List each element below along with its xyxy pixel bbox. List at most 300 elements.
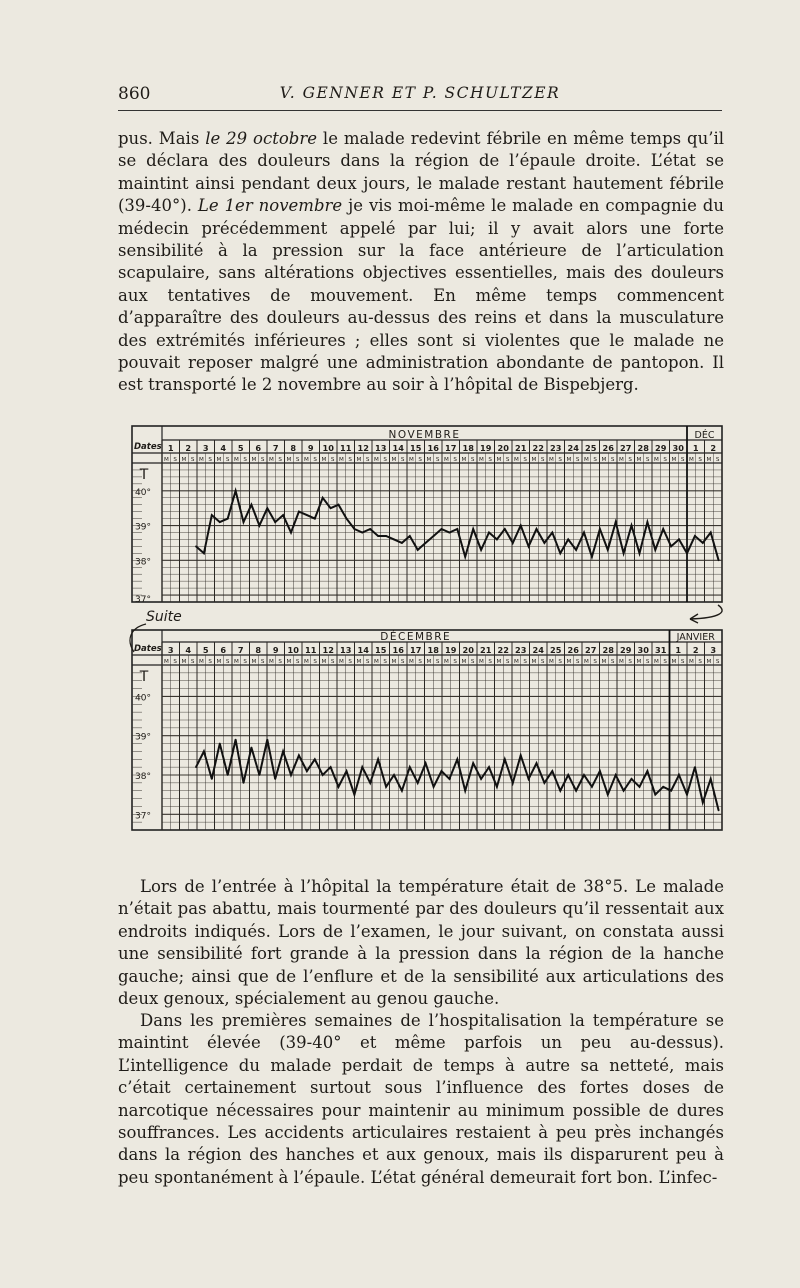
day-label: 14 bbox=[357, 645, 369, 655]
day-label: 7 bbox=[272, 443, 279, 453]
ms-label: M bbox=[303, 457, 309, 463]
day-label: 24 bbox=[567, 443, 579, 453]
temperature-point bbox=[686, 552, 688, 554]
ms-label: M bbox=[496, 659, 502, 665]
ms-label: S bbox=[330, 659, 335, 665]
temperature-point bbox=[718, 809, 720, 811]
day-label: 1 bbox=[692, 443, 699, 453]
ms-label: S bbox=[680, 659, 685, 665]
day-label: 17 bbox=[410, 645, 422, 655]
temperature-point bbox=[346, 518, 348, 520]
ms-label: S bbox=[190, 659, 195, 665]
day-label: 6 bbox=[220, 645, 227, 655]
day-label: 8 bbox=[255, 645, 262, 655]
temperature-point bbox=[441, 770, 443, 772]
temperature-point bbox=[544, 542, 546, 544]
ms-label: S bbox=[330, 457, 335, 463]
temperature-point bbox=[480, 778, 482, 780]
ms-label: S bbox=[348, 659, 352, 665]
temperature-point bbox=[646, 770, 648, 772]
temperature-point bbox=[290, 774, 292, 776]
temperature-point bbox=[219, 521, 221, 523]
ms-label: S bbox=[698, 659, 702, 665]
ms-label: M bbox=[478, 659, 484, 665]
temperature-point bbox=[710, 778, 712, 780]
temperature-point bbox=[401, 790, 403, 792]
ms-label: M bbox=[268, 659, 274, 665]
temperature-point bbox=[385, 786, 387, 788]
ms-label: S bbox=[628, 457, 632, 463]
ms-label: M bbox=[321, 659, 327, 665]
day-label: 5 bbox=[237, 443, 244, 453]
day-label: 3 bbox=[710, 645, 717, 655]
temperature-point bbox=[425, 762, 427, 764]
temperature-point bbox=[591, 786, 593, 788]
ms-label: M bbox=[688, 457, 694, 463]
ms-label: M bbox=[216, 659, 222, 665]
page-number: 860 bbox=[118, 84, 151, 104]
ms-label: S bbox=[523, 659, 527, 665]
day-label: 30 bbox=[637, 645, 649, 655]
day-label: 3 bbox=[202, 443, 209, 453]
month-label: DÉCEMBRE bbox=[380, 631, 452, 643]
ms-label: M bbox=[356, 457, 362, 463]
y-tick-label: 39° bbox=[135, 522, 151, 533]
ms-label: M bbox=[566, 659, 572, 665]
temperature-point bbox=[646, 521, 648, 523]
temperature-point bbox=[464, 790, 466, 792]
temperature-point bbox=[575, 790, 577, 792]
temperature-point bbox=[472, 762, 474, 764]
ms-label: S bbox=[295, 457, 300, 463]
ms-label: M bbox=[443, 659, 449, 665]
ms-label: M bbox=[653, 659, 659, 665]
ms-label: M bbox=[548, 457, 554, 463]
month-label: DÉC bbox=[694, 430, 715, 441]
ms-label: M bbox=[548, 659, 554, 665]
ms-label: M bbox=[618, 659, 624, 665]
day-label: 13 bbox=[340, 645, 352, 655]
temperature-point bbox=[243, 521, 245, 523]
ms-label: S bbox=[435, 457, 440, 463]
temperature-point bbox=[702, 802, 704, 804]
day-label: 5 bbox=[202, 645, 209, 655]
ms-label: S bbox=[453, 659, 457, 665]
temperature-point bbox=[235, 739, 237, 741]
ms-label: M bbox=[478, 457, 484, 463]
ms-label: M bbox=[163, 659, 169, 665]
temperature-point bbox=[694, 766, 696, 768]
temperature-point bbox=[488, 532, 490, 534]
day-label: 2 bbox=[185, 443, 192, 453]
temperature-point bbox=[211, 514, 213, 516]
day-label: 11 bbox=[305, 645, 317, 655]
ms-label: M bbox=[303, 659, 309, 665]
month-label: NOVEMBRE bbox=[388, 429, 461, 441]
day-label: 23 bbox=[550, 443, 562, 453]
ms-label: S bbox=[400, 659, 405, 665]
temperature-point bbox=[203, 552, 205, 554]
day-label: 28 bbox=[602, 645, 614, 655]
temperature-point bbox=[528, 778, 530, 780]
temperature-point bbox=[456, 758, 458, 760]
temperature-point bbox=[449, 778, 451, 780]
day-label: 30 bbox=[672, 443, 684, 453]
temperature-point bbox=[575, 549, 577, 551]
ms-label: S bbox=[593, 457, 597, 463]
day-label: 22 bbox=[532, 443, 544, 453]
ms-label: M bbox=[163, 457, 169, 463]
temperature-point bbox=[480, 549, 482, 551]
temperature-point bbox=[583, 532, 585, 534]
day-label: 12 bbox=[357, 443, 369, 453]
day-label: 1 bbox=[675, 645, 682, 655]
temperature-point bbox=[251, 747, 253, 749]
temperature-point bbox=[274, 778, 276, 780]
temperature-point bbox=[702, 542, 704, 544]
ms-label: M bbox=[321, 457, 327, 463]
t-label: T bbox=[139, 669, 149, 685]
day-label: 29 bbox=[620, 645, 632, 655]
day-label: 4 bbox=[220, 443, 227, 453]
ms-label: M bbox=[251, 659, 257, 665]
ms-label: S bbox=[558, 659, 562, 665]
ms-label: S bbox=[295, 659, 300, 665]
day-label: 10 bbox=[322, 443, 334, 453]
ms-label: M bbox=[198, 457, 204, 463]
temperature-point bbox=[353, 794, 355, 796]
ms-label: M bbox=[513, 659, 519, 665]
ms-label: S bbox=[715, 457, 720, 463]
day-label: 21 bbox=[480, 645, 492, 655]
ms-label: S bbox=[313, 457, 317, 463]
ms-label: S bbox=[575, 659, 580, 665]
temperature-point bbox=[623, 552, 625, 554]
temperature-point bbox=[583, 774, 585, 776]
day-label: 20 bbox=[462, 645, 474, 655]
ms-label: M bbox=[373, 457, 379, 463]
ms-label: M bbox=[408, 659, 414, 665]
temperature-point bbox=[417, 549, 419, 551]
day-label: 16 bbox=[392, 645, 404, 655]
temperature-point bbox=[306, 770, 308, 772]
ms-label: M bbox=[356, 659, 362, 665]
ms-label: M bbox=[251, 457, 257, 463]
ms-label: M bbox=[496, 457, 502, 463]
day-label: 26 bbox=[567, 645, 579, 655]
day-label: 24 bbox=[532, 645, 544, 655]
paragraph-3: Dans les premières semaines de l’hospitalisation la température se maintint élevée (39-40° et même parfois un peu au-dessus). L’intelligence du malade perdait de temps à autre sa netteté, mais c’était certainement surtout sous l’influence des fortes doses de narcotique nécessaires pour maintenir au minimum possible de dures souffrances. Les accidents articulaires restaient à peu près inchangés dans la région des hanches et aux genoux, mais ils disparurent peu à peu spontanément à l’épaule. L’état général demeurait fort bon. L’infec- bbox=[118, 1011, 724, 1187]
day-label: 27 bbox=[585, 645, 597, 655]
temperature-point bbox=[393, 539, 395, 541]
p1-text-3: je vis moi-même le malade en compagnie du médecin précédemment appelé par lui; il y avait alors une forte sensibilité à la pression sur la face antérieure de l’articulation scapulaire, sans altérations objectives essentielles, mais des douleurs aux tentatives de mouvement. En même temps commencent d’apparaître des douleurs au-dessus des reins et dans la musculature des extrémités inférieures ; elles sont si violentes que le malade ne pouvait reposer malgré une administration abondante de pantopon. Il est transporté le 2 novembre au soir à l’hôpital de Bispebjerg. bbox=[118, 196, 724, 395]
ms-label: M bbox=[601, 659, 607, 665]
ms-label: S bbox=[208, 659, 212, 665]
day-label: 23 bbox=[515, 645, 527, 655]
ms-label: S bbox=[488, 659, 492, 665]
temperature-point bbox=[417, 782, 419, 784]
temperature-point bbox=[346, 770, 348, 772]
ms-label: M bbox=[181, 457, 187, 463]
temperature-point bbox=[377, 535, 379, 537]
temperature-point bbox=[520, 525, 522, 527]
ms-label: S bbox=[575, 457, 580, 463]
temperature-point bbox=[306, 514, 308, 516]
temperature-point bbox=[322, 497, 324, 499]
temperature-point bbox=[338, 504, 340, 506]
y-tick-label: 37° bbox=[135, 811, 151, 822]
ms-label: S bbox=[628, 659, 632, 665]
ms-label: S bbox=[225, 457, 230, 463]
temperature-point bbox=[235, 490, 237, 492]
temperature-point bbox=[449, 532, 451, 534]
ms-label: M bbox=[601, 457, 607, 463]
temperature-point bbox=[456, 528, 458, 530]
day-label: 2 bbox=[692, 645, 699, 655]
temperature-point bbox=[678, 774, 680, 776]
temperature-point bbox=[551, 532, 553, 534]
ms-label: S bbox=[715, 659, 720, 665]
ms-label: S bbox=[278, 659, 282, 665]
p1-text-1: pus. Mais bbox=[118, 129, 206, 148]
temperature-point bbox=[338, 786, 340, 788]
dates-label: Dates bbox=[134, 644, 162, 654]
y-tick-label: 40° bbox=[135, 487, 151, 498]
ms-label: M bbox=[408, 457, 414, 463]
temperature-point bbox=[686, 794, 688, 796]
day-label: 25 bbox=[550, 645, 562, 655]
day-label: 2 bbox=[710, 443, 717, 453]
temperature-point bbox=[496, 539, 498, 541]
temperature-point bbox=[520, 754, 522, 756]
temperature-point bbox=[393, 774, 395, 776]
ms-label: S bbox=[505, 457, 510, 463]
ms-label: M bbox=[688, 659, 694, 665]
temperature-point bbox=[488, 766, 490, 768]
ms-label: S bbox=[610, 659, 615, 665]
ms-label: S bbox=[243, 457, 247, 463]
suite-connector bbox=[130, 605, 722, 652]
temperature-point bbox=[433, 786, 435, 788]
p1-date-29-octobre: le 29 octobre bbox=[205, 129, 318, 148]
temperature-point bbox=[385, 535, 387, 537]
day-label: 8 bbox=[290, 443, 297, 453]
day-label: 26 bbox=[602, 443, 614, 453]
ms-label: S bbox=[663, 659, 667, 665]
ms-label: M bbox=[636, 457, 642, 463]
day-label: 4 bbox=[185, 645, 192, 655]
ms-label: M bbox=[391, 659, 397, 665]
temperature-point bbox=[409, 766, 411, 768]
day-label: 6 bbox=[255, 443, 262, 453]
ms-label: M bbox=[338, 659, 344, 665]
temperature-point bbox=[258, 774, 260, 776]
temperature-point bbox=[361, 766, 363, 768]
temperature-point bbox=[330, 766, 332, 768]
temperature-point bbox=[504, 758, 506, 760]
ms-label: S bbox=[435, 659, 440, 665]
ms-label: S bbox=[348, 457, 352, 463]
temperature-point bbox=[195, 766, 197, 768]
day-label: 10 bbox=[287, 645, 299, 655]
temperature-point bbox=[330, 507, 332, 509]
day-label: 20 bbox=[497, 443, 509, 453]
ms-label: S bbox=[540, 457, 545, 463]
temperature-point bbox=[266, 507, 268, 509]
ms-label: S bbox=[225, 659, 230, 665]
ms-label: S bbox=[260, 659, 265, 665]
ms-label: M bbox=[338, 457, 344, 463]
day-label: 18 bbox=[427, 645, 439, 655]
temperature-point bbox=[567, 774, 569, 776]
y-tick-label: 38° bbox=[135, 557, 151, 568]
ms-label: M bbox=[671, 457, 677, 463]
ms-label: M bbox=[583, 457, 589, 463]
ms-label: S bbox=[383, 457, 387, 463]
ms-label: M bbox=[566, 457, 572, 463]
ms-label: S bbox=[523, 457, 527, 463]
month-label: JANVIER bbox=[676, 632, 715, 643]
temperature-point bbox=[464, 556, 466, 558]
temperature-point bbox=[607, 549, 609, 551]
temperature-point bbox=[314, 758, 316, 760]
ms-label: S bbox=[698, 457, 702, 463]
day-label: 1 bbox=[167, 443, 174, 453]
day-label: 17 bbox=[445, 443, 457, 453]
temperature-point bbox=[314, 518, 316, 520]
y-tick-label: 39° bbox=[135, 732, 151, 743]
ms-label: S bbox=[365, 457, 370, 463]
ms-label: M bbox=[426, 457, 432, 463]
ms-label: M bbox=[706, 457, 712, 463]
temperature-point bbox=[615, 521, 617, 523]
day-label: 22 bbox=[497, 645, 509, 655]
temperature-point bbox=[409, 535, 411, 537]
temperature-point bbox=[361, 532, 363, 534]
ms-label: M bbox=[373, 659, 379, 665]
continuation-arrow bbox=[690, 605, 722, 619]
temperature-point bbox=[654, 794, 656, 796]
temperature-point bbox=[369, 782, 371, 784]
p1-date-1er-novembre: Le 1er novembre bbox=[197, 196, 343, 216]
ms-label: S bbox=[663, 457, 667, 463]
temperature-point bbox=[536, 528, 538, 530]
ms-label: M bbox=[671, 659, 677, 665]
ms-label: M bbox=[618, 457, 624, 463]
ms-label: S bbox=[558, 457, 562, 463]
day-label: 29 bbox=[655, 443, 667, 453]
temperature-point bbox=[599, 770, 601, 772]
temperature-point bbox=[591, 556, 593, 558]
ms-label: S bbox=[365, 659, 370, 665]
ms-label: S bbox=[173, 659, 177, 665]
temperature-point bbox=[290, 532, 292, 534]
temperature-point bbox=[662, 786, 664, 788]
ms-label: S bbox=[208, 457, 212, 463]
ms-label: S bbox=[470, 659, 475, 665]
temperature-point bbox=[243, 782, 245, 784]
ms-label: M bbox=[216, 457, 222, 463]
temperature-point bbox=[559, 552, 561, 554]
ms-label: M bbox=[233, 659, 239, 665]
temperature-point bbox=[353, 528, 355, 530]
temperature-point bbox=[567, 539, 569, 541]
temperature-point bbox=[472, 528, 474, 530]
temperature-point bbox=[544, 782, 546, 784]
temperature-point bbox=[512, 782, 514, 784]
temperature-point bbox=[528, 546, 530, 548]
ms-label: S bbox=[400, 457, 405, 463]
temperature-point bbox=[258, 525, 260, 527]
ms-label: M bbox=[636, 659, 642, 665]
y-tick-label: 40° bbox=[135, 693, 151, 704]
ms-label: M bbox=[706, 659, 712, 665]
ms-label: M bbox=[198, 659, 204, 665]
ms-label: S bbox=[278, 457, 282, 463]
temperature-point bbox=[615, 774, 617, 776]
day-label: 19 bbox=[480, 443, 492, 453]
day-label: 18 bbox=[462, 443, 474, 453]
temperature-point bbox=[639, 786, 641, 788]
ms-label: S bbox=[260, 457, 265, 463]
ms-label: S bbox=[418, 659, 422, 665]
ms-label: S bbox=[243, 659, 247, 665]
temperature-point bbox=[274, 521, 276, 523]
ms-label: S bbox=[313, 659, 317, 665]
day-label: 31 bbox=[655, 645, 667, 655]
temperature-point bbox=[631, 778, 633, 780]
y-tick-label: 38° bbox=[135, 772, 151, 782]
day-label: 9 bbox=[272, 645, 279, 655]
temperature-point bbox=[694, 535, 696, 537]
temperature-point bbox=[512, 542, 514, 544]
temperature-point bbox=[631, 525, 633, 527]
temperature-point bbox=[559, 790, 561, 792]
temperature-point bbox=[536, 762, 538, 764]
day-label: 3 bbox=[167, 645, 174, 655]
temperature-point bbox=[496, 786, 498, 788]
p1-text-2: le malade redevint fébrile en même temps qu’il se déclara des douleurs dans la région de l’épaule droite. L’état se maintint ainsi pendant deux jours, le malade restant hautement fébrile (39-40°). bbox=[118, 129, 724, 216]
ms-label: M bbox=[461, 659, 467, 665]
ms-label: M bbox=[233, 457, 239, 463]
t-label: T bbox=[139, 467, 149, 483]
ms-label: S bbox=[383, 659, 387, 665]
ms-label: S bbox=[418, 457, 422, 463]
ms-label: M bbox=[653, 457, 659, 463]
temperature-point bbox=[282, 514, 284, 516]
ms-label: S bbox=[645, 659, 650, 665]
day-label: 14 bbox=[392, 443, 404, 453]
day-label: 27 bbox=[620, 443, 632, 453]
ms-label: M bbox=[461, 457, 467, 463]
day-label: 7 bbox=[237, 645, 244, 655]
day-label: 19 bbox=[445, 645, 457, 655]
temperature-point bbox=[219, 743, 221, 745]
day-label: 16 bbox=[427, 443, 439, 453]
temperature-point bbox=[433, 535, 435, 537]
ms-label: S bbox=[645, 457, 650, 463]
ms-label: S bbox=[173, 457, 177, 463]
temperature-point bbox=[195, 546, 197, 548]
temperature-point bbox=[425, 542, 427, 544]
ms-label: S bbox=[540, 659, 545, 665]
temperature-point bbox=[298, 754, 300, 756]
y-tick-label: 37° bbox=[135, 595, 151, 605]
ms-label: M bbox=[181, 659, 187, 665]
ms-label: M bbox=[391, 457, 397, 463]
day-label: 13 bbox=[375, 443, 387, 453]
ms-label: M bbox=[286, 457, 292, 463]
